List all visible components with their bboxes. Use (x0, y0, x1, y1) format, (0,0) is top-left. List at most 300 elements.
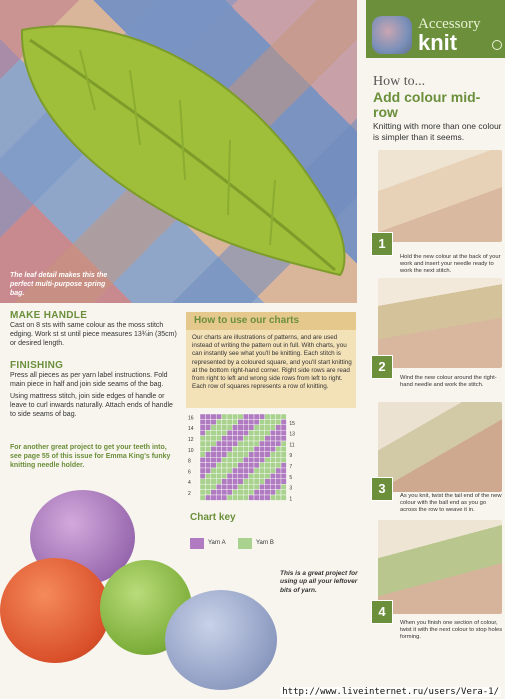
chart-cell (232, 425, 237, 430)
chart-cell (254, 490, 259, 495)
chart-cell (232, 484, 237, 489)
chart-cell (211, 436, 216, 441)
chart-cell (216, 484, 221, 489)
chart-cell (200, 452, 205, 457)
step-3-number: 3 (371, 477, 393, 501)
chart-cell (254, 484, 259, 489)
chart-cell (276, 441, 281, 446)
chart-cell (243, 463, 248, 468)
chart-cell (281, 490, 286, 495)
chart-cell (281, 484, 286, 489)
chart-cell (276, 419, 281, 424)
chart-cell (243, 436, 248, 441)
chart-cell (227, 484, 232, 489)
chart-cell (200, 490, 205, 495)
chart-cell (232, 457, 237, 462)
howto-label: How to... (373, 74, 426, 89)
chart-cell (232, 446, 237, 451)
chart-cell (211, 468, 216, 473)
chart-row-label-right: 9 (289, 453, 293, 460)
chart-cell (222, 446, 227, 451)
chart-cell (254, 457, 259, 462)
yarn-b-swatch (238, 538, 252, 549)
chart-cell (238, 419, 243, 424)
chart-cell (200, 479, 205, 484)
chart-cell (205, 495, 210, 500)
chart-cell (243, 419, 248, 424)
chart-cell (222, 430, 227, 435)
chart-cell (249, 425, 254, 430)
chart-cell (205, 414, 210, 419)
chart-cell (232, 468, 237, 473)
chart-cell (222, 463, 227, 468)
chart-cell (222, 457, 227, 462)
yarn-note: This is a great project for using up all your leftover bits of yarn. (280, 570, 358, 594)
chart-cell (249, 457, 254, 462)
chart-cell (205, 473, 210, 478)
chart-cell (276, 457, 281, 462)
chart-row-label-right: 13 (289, 431, 295, 438)
chart-cell (200, 495, 205, 500)
howto-block (373, 74, 503, 142)
step-1-text: Hold the new colour at the back of your work and insert your needle ready to work the next stitch. (400, 254, 501, 275)
chart-cell (232, 463, 237, 468)
step-3-photo (378, 402, 502, 492)
chart-cell (281, 441, 286, 446)
charts-heading: How to use our charts (194, 315, 300, 326)
orange-yarn-ball (0, 558, 110, 663)
chart-cell (216, 446, 221, 451)
chart-row-label-right: 11 (289, 442, 295, 449)
chart-cell (270, 479, 275, 484)
chart-cell (211, 479, 216, 484)
chart-cell (216, 468, 221, 473)
chart-cell (265, 425, 270, 430)
charts-header (186, 312, 356, 330)
make-handle-body: Cast on 8 sts with same colour as the moss stitch edging. Work st st until piece measures 13¾in (35cm) or desired length. (10, 322, 177, 348)
chart-cell (249, 414, 254, 419)
chart-cell (232, 414, 237, 419)
chart-cell (211, 484, 216, 489)
chart-cell (238, 490, 243, 495)
chart-cell (249, 452, 254, 457)
chart-cell (227, 473, 232, 478)
chart-cell (222, 484, 227, 489)
chart-cell (259, 446, 264, 451)
chart-cell (205, 457, 210, 462)
step-2-number: 2 (371, 355, 393, 379)
chart-cell (200, 446, 205, 451)
chart-cell (254, 414, 259, 419)
chart-cell (265, 490, 270, 495)
chart-cell (238, 495, 243, 500)
chart-cell (211, 414, 216, 419)
chart-cell (265, 436, 270, 441)
chart-cell (270, 490, 275, 495)
chart-cell (281, 468, 286, 473)
chart-cell (281, 425, 286, 430)
chart-cell (232, 452, 237, 457)
chart-cell (270, 468, 275, 473)
chart-cell (243, 490, 248, 495)
blue-yarn-ball (165, 590, 277, 690)
chart-cell (216, 425, 221, 430)
chart-cell (227, 446, 232, 451)
chart-cell (281, 463, 286, 468)
chart-cell (205, 479, 210, 484)
chart-cell (232, 430, 237, 435)
chart-row-label-left: 14 (188, 426, 194, 433)
chart-cell (205, 419, 210, 424)
section-title-big: knit (418, 30, 458, 55)
chart-cell (249, 495, 254, 500)
promo-text: For another great project to get your teeth into, see page 55 of this issue for Emma King's funky knitting needle holder. (10, 444, 171, 470)
chart-cell (265, 457, 270, 462)
bag-thumbnail (372, 16, 412, 54)
step-4-text: When you finish one section of colour, twist it with the next colour to stop holes forming. (400, 620, 503, 641)
chart-cell (249, 441, 254, 446)
chart-cell (276, 430, 281, 435)
watermark: http://www.liveinternet.ru/users/Vera-1/ (282, 687, 499, 697)
chart-cell (270, 436, 275, 441)
chart-cell (200, 484, 205, 489)
chart-cell (227, 425, 232, 430)
chart-row-label-left: 2 (188, 491, 191, 497)
chart-cell (254, 495, 259, 500)
chart-cell (227, 479, 232, 484)
chart-cell (205, 468, 210, 473)
chart-cell (249, 430, 254, 435)
chart-cell (249, 436, 254, 441)
chart-cell (238, 463, 243, 468)
chart-cell (205, 430, 210, 435)
chart-cell (276, 484, 281, 489)
chart-cell (200, 436, 205, 441)
chart-cell (281, 452, 286, 457)
chart-cell (238, 436, 243, 441)
chart-cell (259, 441, 264, 446)
chart-cell (238, 473, 243, 478)
chart-cell (259, 490, 264, 495)
chart-cell (254, 479, 259, 484)
chart-cell (265, 468, 270, 473)
chart-cell (259, 414, 264, 419)
chart-cell (259, 473, 264, 478)
chart-cell (259, 463, 264, 468)
chart-cell (259, 419, 264, 424)
chart-cell (265, 495, 270, 500)
chart-cell (216, 495, 221, 500)
chart-cell (254, 441, 259, 446)
chart-row-label-left: 4 (188, 480, 191, 487)
chart-cell (259, 495, 264, 500)
chart-cell (259, 430, 264, 435)
chart-cell (243, 484, 248, 489)
chart-cell (200, 473, 205, 478)
chart-cell (254, 468, 259, 473)
chart-cell (211, 446, 216, 451)
chart-cell (205, 441, 210, 446)
chart-cell (265, 473, 270, 478)
chart-cell (227, 457, 232, 462)
chart-cell (276, 463, 281, 468)
chart-row-label-left: 12 (188, 437, 194, 443)
chart-cell (243, 441, 248, 446)
chart-cell (276, 436, 281, 441)
chart-cell (265, 446, 270, 451)
chart-cell (259, 479, 264, 484)
howto-intro: Knitting with more than one colour is simpler than it seems. (373, 121, 502, 142)
chart-cell (243, 495, 248, 500)
chart-cell (238, 430, 243, 435)
chart-cell (254, 463, 259, 468)
chart-cell (276, 473, 281, 478)
chart-cell (216, 457, 221, 462)
chart-cell (249, 468, 254, 473)
chart-cell (265, 484, 270, 489)
step-4-number: 4 (371, 600, 393, 624)
chart-cell (222, 468, 227, 473)
chart-cell (243, 457, 248, 462)
chart-cell (270, 419, 275, 424)
chart-cell (243, 430, 248, 435)
chart-cell (227, 490, 232, 495)
chart-cell (222, 441, 227, 446)
chart-cell (281, 457, 286, 462)
chart-cell (270, 430, 275, 435)
chart-cell (200, 468, 205, 473)
chart-cell (249, 463, 254, 468)
chart-row-label-left: 8 (188, 458, 191, 465)
chart-cell (254, 452, 259, 457)
chart-cell (232, 495, 237, 500)
chart-cell (232, 436, 237, 441)
chart-cell (270, 425, 275, 430)
chart-cell (276, 414, 281, 419)
chart-cell (227, 468, 232, 473)
chart-cell (222, 495, 227, 500)
chart-cell (254, 430, 259, 435)
chart-cell (238, 425, 243, 430)
chart-cell (200, 425, 205, 430)
make-handle-heading: MAKE HANDLE (10, 310, 88, 321)
chart-cell (265, 463, 270, 468)
chart-cell (281, 436, 286, 441)
step-2-text: Wind the new colour around the right-hand needle and work the stitch. (400, 375, 497, 389)
chart-row-label-right: 1 (289, 496, 293, 503)
chart-row-label-right: 7 (289, 464, 293, 470)
chart-cell (270, 414, 275, 419)
chart-cell (259, 484, 264, 489)
chart-cell (222, 473, 227, 478)
chart-cell (281, 473, 286, 478)
chart-cell (254, 425, 259, 430)
step-1-photo (378, 150, 502, 242)
chart-cell (232, 441, 237, 446)
chart-cell (211, 473, 216, 478)
chart-cell (276, 490, 281, 495)
chart-cell (227, 419, 232, 424)
chart-cell (238, 457, 243, 462)
chart-cell (232, 419, 237, 424)
chart-cell (259, 425, 264, 430)
chart-cell (270, 452, 275, 457)
yarn-b-label: Yarn B (256, 540, 274, 546)
chart-cell (249, 473, 254, 478)
chart-cell (222, 490, 227, 495)
chart-cell (276, 446, 281, 451)
chart-cell (211, 419, 216, 424)
step-2-photo (378, 278, 502, 368)
chart-cell (216, 419, 221, 424)
leaf-illustration (0, 0, 357, 303)
chart-cell (270, 495, 275, 500)
chart-cell (200, 419, 205, 424)
chart-cell (200, 457, 205, 462)
chart-cell (205, 490, 210, 495)
chart-cell (200, 430, 205, 435)
colour-chart (186, 412, 321, 504)
chart-cell (216, 490, 221, 495)
chart-cell (254, 473, 259, 478)
chart-cell (259, 436, 264, 441)
howto-title: Add colour mid-row (373, 89, 481, 120)
chart-cell (227, 495, 232, 500)
chart-cell (281, 495, 286, 500)
step-1-number: 1 (371, 232, 393, 256)
chart-key-heading: Chart key (190, 512, 236, 523)
chart-cell (281, 419, 286, 424)
chart-cell (205, 436, 210, 441)
chart-cell (227, 452, 232, 457)
chart-cell (238, 414, 243, 419)
chart-cell (205, 452, 210, 457)
charts-body: Our charts are illustrations of patterns, and are used instead of writing the pattern out in full. With charts, you can instantly see what you'll be knitting. Each stitch is represented by a coloured square, and you'll start knitting at the bottom right-hand corner. Right side rows are read from right to left and wrong side rows from left to right. Each row of squares represents a row of knitting. (192, 334, 352, 391)
chart-cell (216, 479, 221, 484)
chart-cell (238, 452, 243, 457)
chart-cell (265, 441, 270, 446)
finishing-heading: FINISHING (10, 360, 64, 371)
chart-cell (270, 441, 275, 446)
chart-cell (259, 452, 264, 457)
chart-cell (276, 425, 281, 430)
chart-cell (276, 495, 281, 500)
chart-cell (232, 473, 237, 478)
chart-row-label-right: 3 (289, 485, 293, 492)
chart-cell (270, 484, 275, 489)
chart-row-label-right: 5 (289, 474, 293, 481)
chart-cell (249, 484, 254, 489)
chart-cell (216, 463, 221, 468)
chart-cell (243, 446, 248, 451)
chart-cell (227, 463, 232, 468)
step-3-text: As you knit, twist the tail end of the new colour with the ball end as you go across the row to weave it in. (400, 493, 502, 514)
chart-cell (270, 446, 275, 451)
chart-cell (265, 479, 270, 484)
section-header (366, 0, 505, 58)
chart-cell (265, 430, 270, 435)
yarn-a-label: Yarn A (208, 540, 226, 546)
chart-cell (200, 463, 205, 468)
finishing-body-1: Press all pieces as per yarn label instructions. Fold main piece in half and join side seams of the bag. (10, 372, 168, 389)
chart-cell (249, 446, 254, 451)
chart-cell (216, 430, 221, 435)
chart-cell (216, 441, 221, 446)
chart-cell (211, 441, 216, 446)
chart-cell (265, 419, 270, 424)
chart-cell (205, 463, 210, 468)
chart-cell (254, 419, 259, 424)
chart-cell (227, 414, 232, 419)
chart-cell (205, 425, 210, 430)
chart-cell (281, 414, 286, 419)
chart-cell (227, 436, 232, 441)
chart-cell (222, 436, 227, 441)
chart-cell (281, 430, 286, 435)
chart-cell (270, 473, 275, 478)
yarn-ball-icon (492, 40, 502, 50)
chart-cell (216, 436, 221, 441)
section-title-small: Accessory (418, 16, 481, 32)
chart-cell (227, 430, 232, 435)
chart-cell (249, 479, 254, 484)
chart-cell (216, 473, 221, 478)
chart-cell (238, 479, 243, 484)
chart-cell (249, 419, 254, 424)
yarn-a-swatch (190, 538, 204, 549)
chart-cell (232, 479, 237, 484)
chart-cell (243, 473, 248, 478)
chart-cell (216, 414, 221, 419)
chart-cell (211, 490, 216, 495)
make-handle-section (10, 310, 180, 348)
chart-cell (222, 452, 227, 457)
chart-row-label-left: 10 (188, 447, 194, 454)
chart-cell (243, 479, 248, 484)
chart-cell (238, 441, 243, 446)
chart-cell (276, 468, 281, 473)
hero-photo (0, 0, 357, 303)
chart-cell (254, 446, 259, 451)
chart-cell (211, 452, 216, 457)
chart-cell (259, 457, 264, 462)
chart-cell (243, 452, 248, 457)
chart-row-label-right: 15 (289, 420, 295, 427)
chart-cell (232, 490, 237, 495)
hero-caption: The leaf detail makes this the perfect multi-purpose spring bag. (10, 272, 108, 297)
finishing-body-2: Using mattress stitch, join side edges of handle or leave to curl inwards naturally. Attach ends of handle to side seams of bag. (10, 393, 173, 419)
chart-cell (238, 468, 243, 473)
chart-cell (211, 463, 216, 468)
chart-cell (270, 463, 275, 468)
chart-cell (281, 446, 286, 451)
chart-cell (211, 495, 216, 500)
chart-cell (243, 425, 248, 430)
chart-cell (270, 457, 275, 462)
chart-cell (243, 468, 248, 473)
chart-cell (200, 441, 205, 446)
chart-cell (243, 414, 248, 419)
chart-cell (211, 425, 216, 430)
chart-cell (200, 414, 205, 419)
chart-cell (205, 484, 210, 489)
chart-cell (276, 452, 281, 457)
chart-row-label-left: 6 (188, 469, 191, 476)
chart-cell (276, 479, 281, 484)
chart-cell (222, 425, 227, 430)
chart-cell (265, 452, 270, 457)
chart-cell (205, 446, 210, 451)
